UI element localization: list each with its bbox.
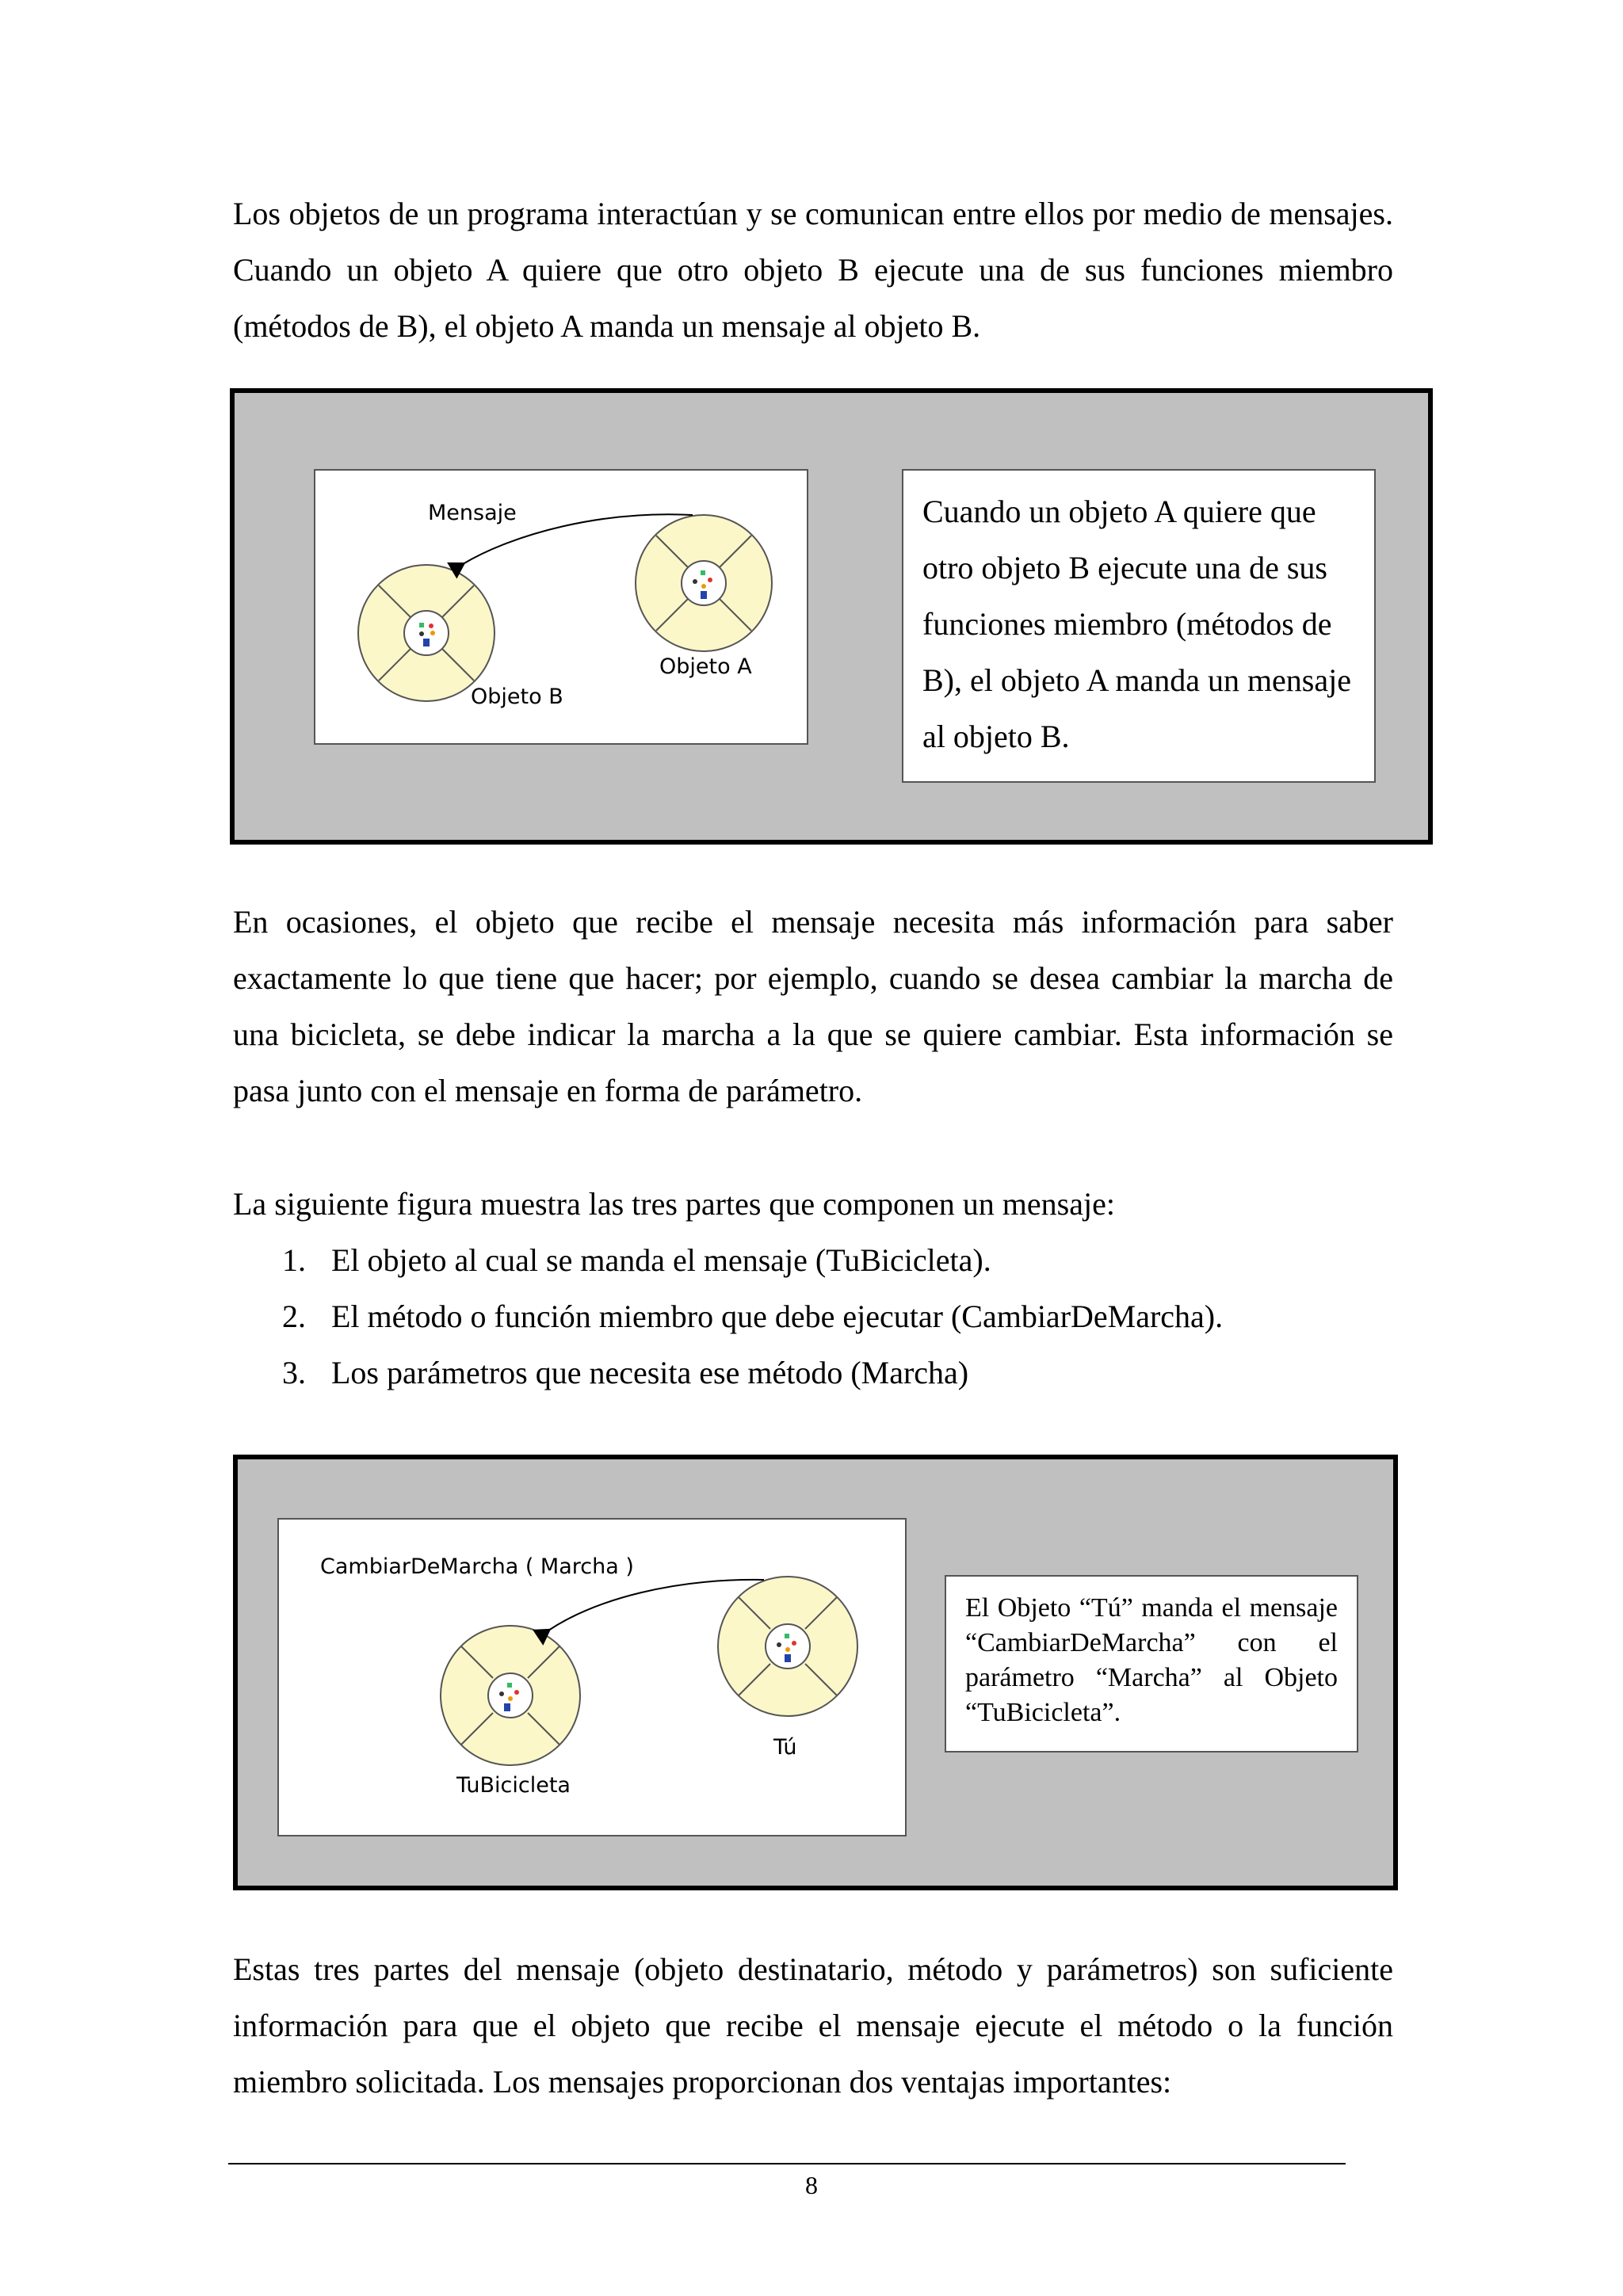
figure-bicycle-message: [233, 1455, 1398, 1890]
figure-message-diagram: [230, 388, 1433, 845]
list-item-text: El método o función miembro que debe ejecutar (CambiarDeMarcha).: [331, 1299, 1224, 1334]
footer-rule: [228, 2163, 1346, 2164]
object-a-icon: [636, 515, 772, 651]
list-item-text: Los parámetros que necesita ese método (Marcha): [331, 1355, 969, 1390]
list-item-number: 2.: [282, 1299, 306, 1334]
object-b-icon: [358, 565, 495, 701]
tu-label: Tú: [773, 1735, 797, 1760]
list-item: [233, 1344, 1393, 1401]
list-item-number: 3.: [282, 1355, 306, 1390]
bicycle-diagram: [279, 1520, 907, 1836]
message-label: CambiarDeMarcha ( Marcha ): [320, 1554, 634, 1579]
message-parts-list: [233, 1232, 1393, 1401]
list-item-text: El objeto al cual se manda el mensaje (TuBicicleta).: [331, 1242, 991, 1278]
object-b-label: Objeto B: [471, 685, 563, 709]
tubicicleta-label: TuBicicleta: [456, 1773, 571, 1798]
tu-object-icon: [718, 1577, 857, 1716]
figure1-caption: Cuando un objeto A quiere que otro objeto B ejecute una de sus funciones miembro (métodos de B), el objeto A manda un mensaje al objeto B.: [902, 469, 1376, 783]
list-item-number: 1.: [282, 1242, 306, 1278]
paragraph-list-intro: La siguiente figura muestra las tres partes que componen un mensaje:: [233, 1186, 1115, 1222]
diagram-image: [277, 1518, 907, 1836]
page-number: 8: [805, 2171, 818, 2199]
paragraph-conclusion: Estas tres partes del mensaje (objeto destinatario, método y parámetros) son suficiente información para que el objeto que recibe el mensaje ejecute el método o la función miembro solicitada. Los mensajes proporcionan dos ventajas importantes:: [233, 1951, 1393, 2100]
message-label: Mensaje: [428, 501, 517, 525]
diagram-image: [314, 469, 808, 745]
figure2-caption: El Objeto “Tú” manda el mensaje “CambiarDeMarcha” con el parámetro “Marcha” al Objeto “TuBicicleta”.: [945, 1575, 1358, 1753]
object-diagram: [315, 471, 808, 745]
tubicicleta-object-icon: [441, 1626, 580, 1765]
paragraph-intro: Los objetos de un programa interactúan y se comunican entre ellos por medio de mensajes. Cuando un objeto A quiere que otro objeto B ejecute una de sus funciones miembro (métodos de B), el objeto A manda un mensaje al objeto B.: [233, 196, 1393, 344]
list-item: [233, 1232, 1393, 1288]
list-item: [233, 1288, 1393, 1344]
object-a-label: Objeto A: [659, 654, 752, 679]
paragraph-parameters: En ocasiones, el objeto que recibe el mensaje necesita más información para saber exactamente lo que tiene que hacer; por ejemplo, cuando se desea cambiar la marcha de una bicicleta, se debe indicar la marcha a la que se quiere cambiar. Esta información se pasa junto con el mensaje en forma de parámetro.: [233, 904, 1393, 1108]
